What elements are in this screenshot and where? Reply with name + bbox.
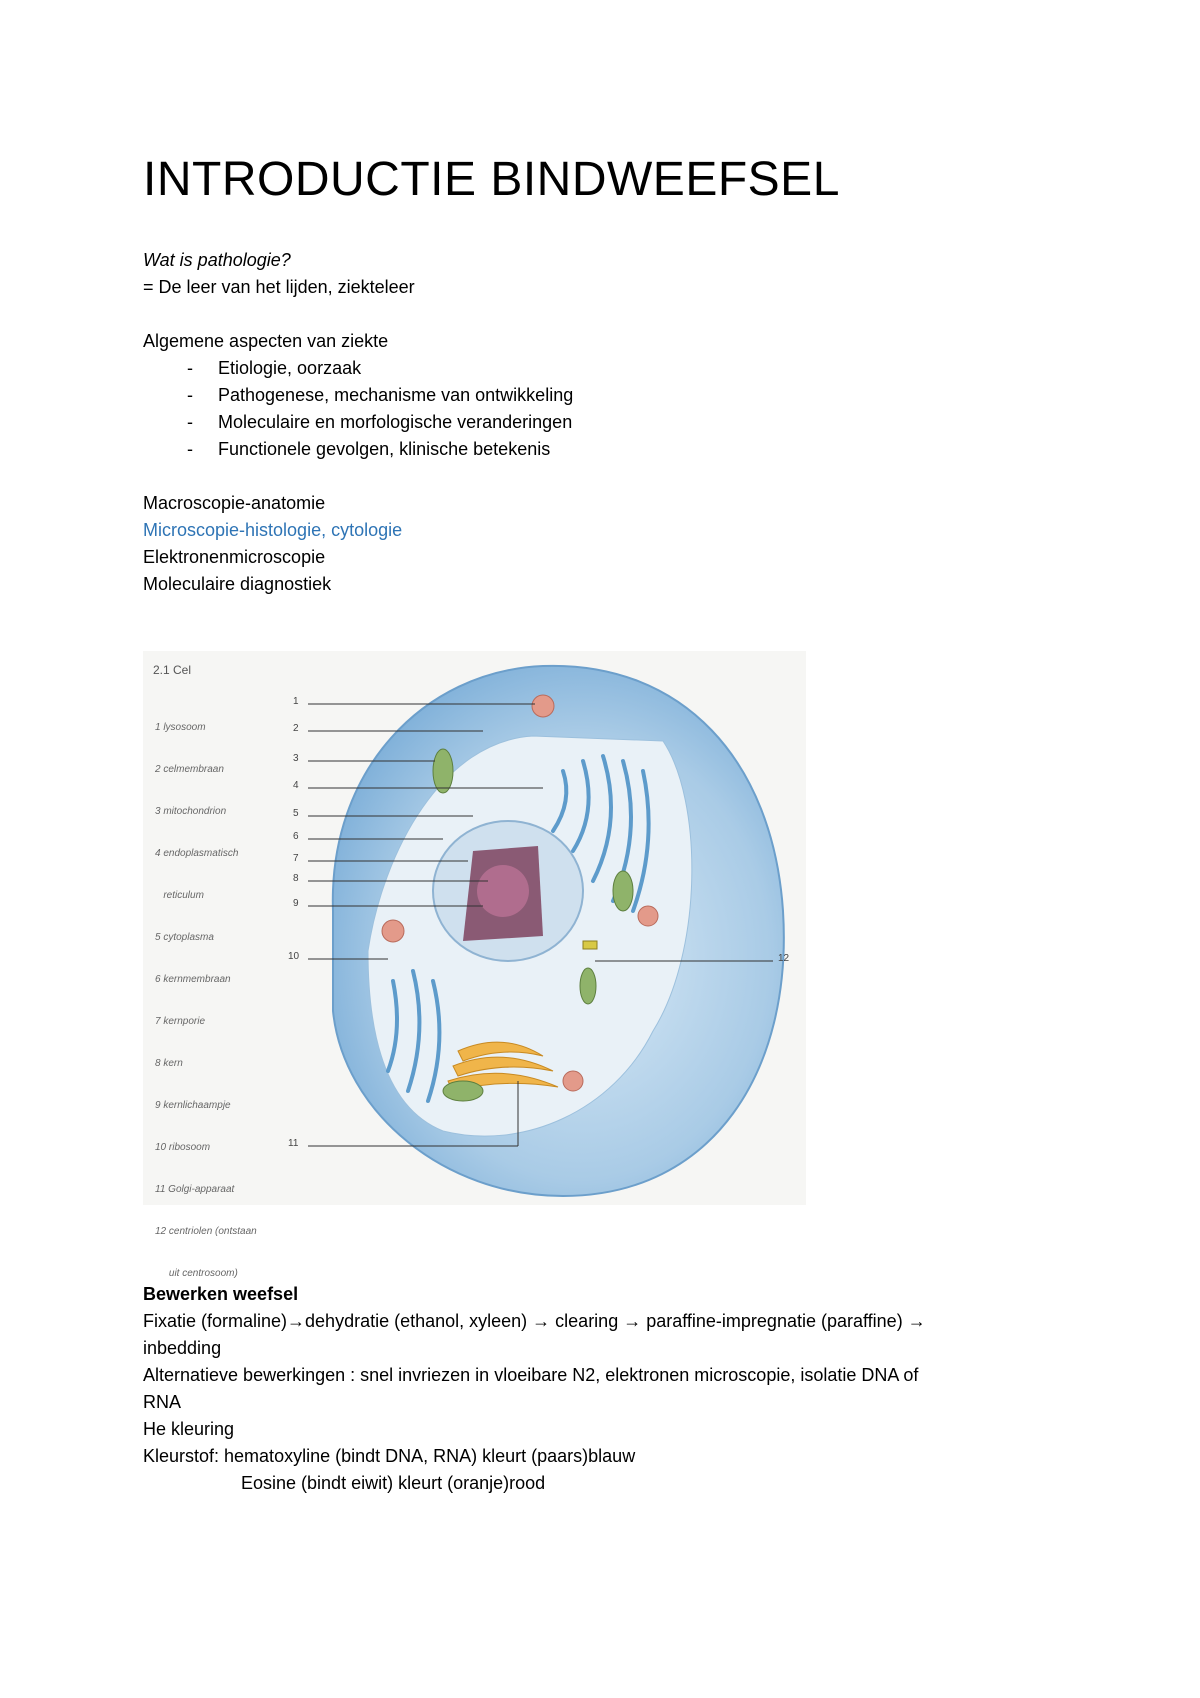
question-text: Wat is pathologie? [143, 250, 291, 270]
level-moleculair: Moleculaire diagnostiek [143, 574, 332, 594]
bullet-dash: - [187, 439, 193, 459]
lysosome [563, 1071, 583, 1091]
label-12: 12 [778, 953, 790, 964]
cell-diagram [143, 651, 806, 1279]
processing-line-1: Fixatie (formaline)→dehydratie (ethanol, xyleen) → clearing → paraffine-impregnatie (paraffine) → [143, 1311, 926, 1331]
definition-text: = De leer van het lijden, ziekteleer [143, 277, 415, 297]
label-11: 11 [288, 1138, 299, 1149]
label-4: 4 [293, 780, 299, 791]
processing-heading: Bewerken weefsel [143, 1284, 299, 1304]
label-5: 5 [293, 808, 299, 819]
mitochondrion [613, 871, 633, 911]
lysosome [382, 920, 404, 942]
legend-item: 10 ribosoom [155, 1142, 211, 1153]
aspect-item-label: Moleculaire en morfologische veranderingen [218, 412, 573, 432]
label-10: 10 [288, 951, 300, 962]
centriole [583, 941, 597, 949]
label-3: 3 [293, 753, 299, 764]
legend-item: 9 kernlichaampje [155, 1100, 231, 1111]
processing-line-4: Kleurstof: hematoxyline (bindt DNA, RNA) kleurt (paars)blauw [143, 1446, 636, 1466]
legend-item: 4 endoplasmatisch [155, 848, 239, 859]
figure-title: 2.1 Cel [153, 663, 192, 677]
bullet-dash: - [187, 412, 193, 432]
level-macroscopie: Macroscopie-anatomie [143, 493, 326, 513]
page-title: INTRODUCTIE BINDWEEFSEL [143, 153, 840, 206]
label-6: 6 [293, 831, 299, 842]
legend-item: 8 kern [155, 1058, 183, 1069]
legend-item: 5 cytoplasma [155, 932, 214, 943]
processing-line-2b: RNA [143, 1392, 182, 1412]
legend-item: 12 centriolen (ontstaan [155, 1226, 257, 1237]
label-7: 7 [293, 853, 299, 864]
aspect-item-label: Pathogenese, mechanisme van ontwikkeling [218, 385, 574, 405]
label-1: 1 [293, 696, 299, 707]
legend-item: 1 lysosoom [155, 722, 206, 733]
processing-line-1b: inbedding [143, 1338, 222, 1358]
processing-line-2: Alternatieve bewerkingen : snel invriezen in vloeibare N2, elektronen microscopie, isolatie DNA of [143, 1365, 919, 1385]
aspect-item-label: Etiologie, oorzaak [218, 358, 362, 378]
mitochondrion [443, 1081, 483, 1101]
processing-line-3: He kleuring [143, 1419, 235, 1439]
nucleolus [477, 865, 529, 917]
lysosome [638, 906, 658, 926]
aspects-heading: Algemene aspecten van ziekte [143, 331, 389, 351]
label-9: 9 [293, 898, 299, 909]
legend-item: reticulum [155, 890, 204, 901]
cell-illustration [143, 651, 806, 1205]
legend-item: 2 celmembraan [155, 764, 224, 775]
label-2: 2 [293, 723, 299, 734]
lysosome [532, 695, 554, 717]
level-microscopie: Microscopie-histologie, cytologie [143, 520, 403, 540]
legend-item: uit centrosoom) [155, 1268, 238, 1279]
mitochondrion [580, 968, 596, 1004]
aspect-item-label: Functionele gevolgen, klinische betekenis [218, 439, 551, 459]
legend-item: 3 mitochondrion [155, 806, 227, 817]
legend-item: 6 kernmembraan [155, 974, 231, 985]
processing-line-5: Eosine (bindt eiwit) kleurt (oranje)rood [241, 1473, 546, 1493]
bullet-dash: - [187, 358, 193, 378]
legend-item: 7 kernporie [155, 1016, 206, 1027]
mitochondrion [433, 749, 453, 793]
legend-item: 11 Golgi-apparaat [155, 1184, 235, 1195]
label-8: 8 [293, 873, 299, 884]
level-elektronenmicroscopie: Elektronenmicroscopie [143, 547, 326, 567]
bullet-dash: - [187, 385, 193, 405]
